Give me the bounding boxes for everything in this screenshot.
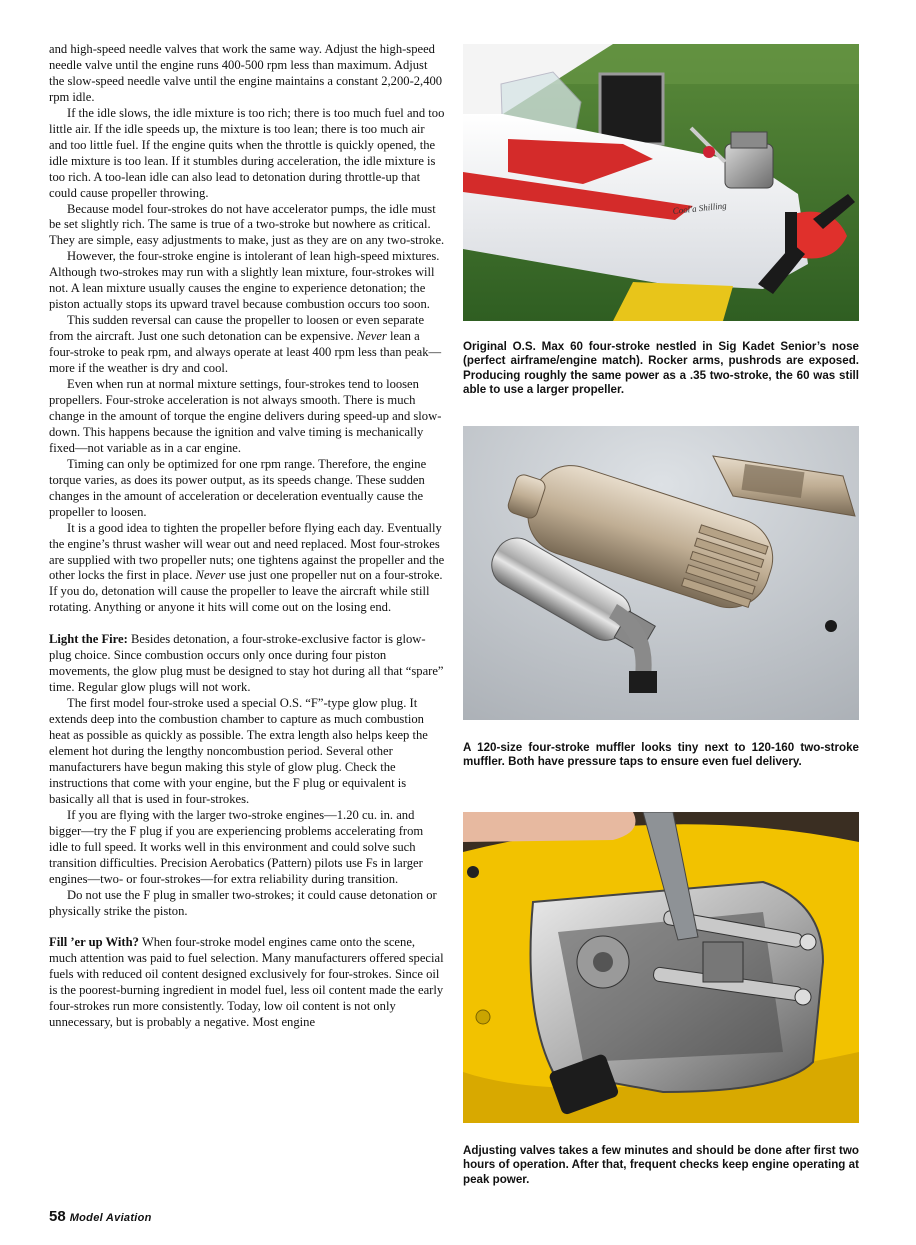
decal-text-graphic: Cool'a Shilling (672, 200, 728, 216)
subhead-fill-er-up: Fill ’er up With? (49, 935, 139, 950)
caption-photo-1: Original O.S. Max 60 four-stroke nestled in Sig Kadet Senior’s nose (perfect airframe/engine match). Rocker arms, pushrods are exposed. Producing roughly the same power as a .35 two-stroke, the 60 was still able to use a larger propeller. (463, 340, 859, 396)
paragraph: and high-speed needle valves that work the same way. Adjust the high-speed needle valve until the engine runs 400-500 rpm less than maximum. Adjust the slow-speed needle valve until the engine maintains a constant 2,200-2,400 rpm idle. (49, 42, 443, 104)
photo-mufflers (463, 426, 859, 720)
paragraph: Because model four-strokes do not have accelerator pumps, the idle must be set slightly rich. The same is true of a two-stroke but nowhere as critical. They are simple, easy adjustments to make, just as they are on any two-stroke. (49, 201, 445, 248)
paragraph-fill-er-up: Fill ’er up With? When four-stroke model engines came onto the scene, much attention was paid to fuel selection. Many manufacturers offered special fuels with reduced oil content designed exclusively for four-strokes. Since oil is the poorest-burning ingredient in model fuel, less oil content made the early four-strokes run more consistently. Today, low oil content is not only unnecessary, but is probably a negative. Most engine (49, 935, 444, 1030)
photo-valve-adjust (463, 812, 859, 1123)
body-column (49, 42, 445, 1031)
paragraph: If you are flying with the larger two-stroke engines—1.20 cu. in. and bigger—try the F plug if you are experiencing problems accelerating from idle to full speed. It works well in this environment and could solve such transition difficulties. Precision Aerobatics (Pattern) pilots use Fs in larger engines—two- or four-strokes—for extra reliability during transition. (49, 807, 424, 886)
magazine-name: Model Aviation (69, 1212, 152, 1224)
subhead-light-the-fire: Light the Fire: (49, 632, 128, 647)
paragraph: It is a good idea to tighten the propeller before flying each day. Eventually the engine’s thrust washer will wear out and need replaced. Most four-strokes are supplied with two propeller nuts; one tightens against the propeller and the other locks the first in place. Never use just one propeller nut on a four-stroke. If you do, detonation will cause the propeller to leave the aircraft while still rotating. Anything or anyone it hits will come out on the losing end. (49, 520, 445, 615)
paragraph-light-the-fire: Light the Fire: Besides detonation, a four-stroke-exclusive factor is glow-plug choice. Since combustion occurs only once during four piston movements, the glow plug must be designed to stay hot during all that “spare” time. Regular glow plugs will not work. (49, 632, 444, 695)
paragraph: This sudden reversal can cause the propeller to loosen or even separate from the aircraft. Just one such detonation can be expensive. Never lean a four-stroke to peak rpm, and always operate at least 400 rpm less than peak—more if the weather is dry and cool. (49, 313, 442, 376)
photo-kadet-engine (463, 44, 859, 321)
paragraph: However, the four-stroke engine is intolerant of lean high-speed mixtures. Although two-strokes may run with a slightly lean mixture, four-strokes will not. A lean mixture usually causes the engine to experience detonation; the piston actually stops its upward travel because combustion occurs too soon. (49, 249, 440, 312)
paragraph: The first model four-stroke used a special O.S. “F”-type glow plug. It extends deep into the combustion chamber to capture as much combustion heat as possible as quickly as possible. The extra length also helps keep the element hot during the lengthy noncombustion period. Several other manufacturers have begun making this style of glow plug. Check the instructions that come with your engine, but the F plug or equivalent is basically all that is used in four-strokes. (49, 696, 428, 806)
caption-photo-3: Adjusting valves takes a few minutes and should be done after first two hours of operation. After that, frequent checks keep engine operating at peak power. (463, 1144, 859, 1186)
paragraph: Do not use the F plug in smaller two-strokes; it could cause detonation or physically strike the piston. (49, 887, 437, 918)
paragraph: Even when run at normal mixture settings, four-strokes tend to loosen propellers. Four-stroke acceleration is not always smooth. There is much change in the amount of torque the engine delivers during speed-up and slow-down. This happens because the ignition and valve timing is mechanically fixed—not variable as in a car engine. (49, 377, 442, 455)
paragraph: If the idle slows, the idle mixture is too rich; there is too much fuel and too little air. If the idle speeds up, the mixture is too lean; there is too much air and too little fuel. If the engine quits when the throttle is quickly opened, the idle mixture is too lean. If it stumbles during acceleration, the idle mixture is too rich. A too-lean idle can also lead to detonation during throttle-up that could cause propeller throwing. (49, 105, 445, 200)
page-number: 58 (49, 1208, 66, 1225)
page-footer (49, 1208, 152, 1226)
caption-photo-2: A 120-size four-stroke muffler looks tiny next to 120-160 two-stroke muffler. Both have pressure taps to ensure even fuel delivery. (463, 741, 859, 769)
paragraph: Timing can only be optimized for one rpm range. Therefore, the engine torque varies, as does its power output, as its speeds change. These sudden changes in the amount of acceleration or deceleration eventually cause the propeller to loosen. (49, 456, 427, 519)
